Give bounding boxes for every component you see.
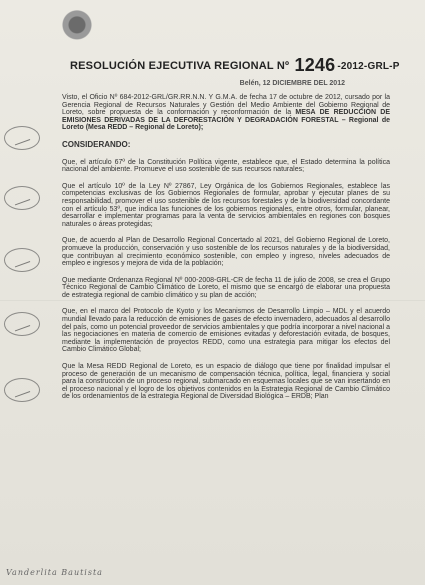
considerando-paragraph: Que, en el marco del Protocolo de Kyoto y los Mecanismos de Desarrollo Limpio – MDL y el acuerdo mundial llevado para la reducción de emisiones de gases de efecto invernadero, adecuados al desarrollo del país, como un potencial proveedor de servicios ambientales y que podría incorporar a nivel nacional a las negociaciones en materia de comercio de emisiones evitadas y deforestación evitada, de bosques, mediante la implementación de proyectos REDD, como una estrategia para mitigar los efectos del Cambio Climático Global; [62, 308, 390, 354]
paper-crease [0, 300, 425, 301]
margin-initial-stamp [4, 312, 40, 336]
margin-initial-stamp [4, 378, 40, 402]
resolution-title-suffix: -2012-GRL-P [337, 61, 400, 72]
considerando-paragraph: Que mediante Ordenanza Regional Nº 000-2008-GRL-CR de fecha 11 de julio de 2008, se crea el Grupo Técnico Regional de Cambio Climático de Loreto, el mismo que se encargó de elaborar una propuesta de estrategia regional de cambio climático y su plan de acción; [62, 276, 390, 299]
considerando-paragraph: Que, de acuerdo al Plan de Desarrollo Regional Concertado al 2021, del Gobierno Regional de Loreto, promueve la producción, conservación y uso sostenible de los recursos naturales y de la biodiversidad, que contribuyan al crecimiento económico sostenible, con empleo y ingreso, niveles adecuados de empleo e ingresos y mejora de vida de la población; [62, 237, 390, 268]
resolution-date: Belén, 12 DICIEMBRE DEL 2012 [239, 80, 345, 87]
resolution-number: 1246 [294, 55, 336, 75]
margin-initial-stamp [4, 248, 40, 272]
resolution-title [70, 55, 419, 76]
document-body [62, 94, 390, 410]
regional-government-seal [58, 6, 96, 48]
visto-paragraph: Visto, el Oficio Nº 684-2012-GRL/GR.RR.N.N. Y G.M.A. de fecha 17 de octubre de 2012, cursado por la Gerencia Regional de Recursos Naturales y Gestión del Medio Ambiente del Gobierno Regional de Loreto, sobre propuesta de la conformación y reconformación de la MESA DE REDUCCIÓN DE EMISIONES DERIVADAS DE LA DEFORESTACIÓN Y DEGRADACIÓN FORESTAL – Regional de Loreto (Mesa REDD – Regional de Loreto); [62, 94, 391, 132]
considerando-heading: CONSIDERANDO: [62, 139, 131, 149]
considerando-paragraph: Que el artículo 10º de la Ley Nº 27867, Ley Orgánica de los Gobiernos Regionales, establece las competencias exclusivas de los Gobiernos Regionales de formular, aprobar y ejecutar planes de su responsabilidad, promover el uso sostenible de los recursos forestales y de la biodiversidad concordante con el artículo 53º, que indica las funciones de los gobiernos regionales, entre otros, formular, planear, desarrollar e implementar programas para la venta de servicios ambientales en regiones con bosques naturales o áreas protegidas; [62, 182, 390, 228]
handwritten-signature: Vanderlita Bautista [6, 568, 103, 577]
margin-initial-stamp [4, 126, 40, 150]
margin-initial-stamp [4, 186, 40, 210]
considerando-paragraph: Que, el artículo 67º de la Constitución Política vigente, establece que, el Estado determina la política nacional del ambiente. Promueve el uso sostenible de sus recursos naturales; [62, 158, 390, 174]
considerando-paragraph: Que la Mesa REDD Regional de Loreto, es un espacio de diálogo que tiene por finalidad impulsar el proceso de generación de un mecanismo de compensación técnica, política, legal, financiera y social para la construcción de un proceso regional, submarcado en esquemas locales que se van insertando en el proceso nacional y el logro de los objetivos contenidos en la Estrategia Regional de Cambio Climático de los ordenamientos de la estrategia Regional de Diversidad Biológica – ERDB; Plan [62, 363, 390, 401]
mesa-redd-name: MESA DE REDUCCIÓN DE EMISIONES DERIVADAS DE LA DEFORESTACIÓN Y DEGRADACIÓN FORESTAL – Regional de Loreto (Mesa REDD – Regional de Loreto); [62, 109, 391, 132]
resolution-title-prefix: RESOLUCIÓN EJECUTIVA REGIONAL Nº [70, 60, 290, 72]
